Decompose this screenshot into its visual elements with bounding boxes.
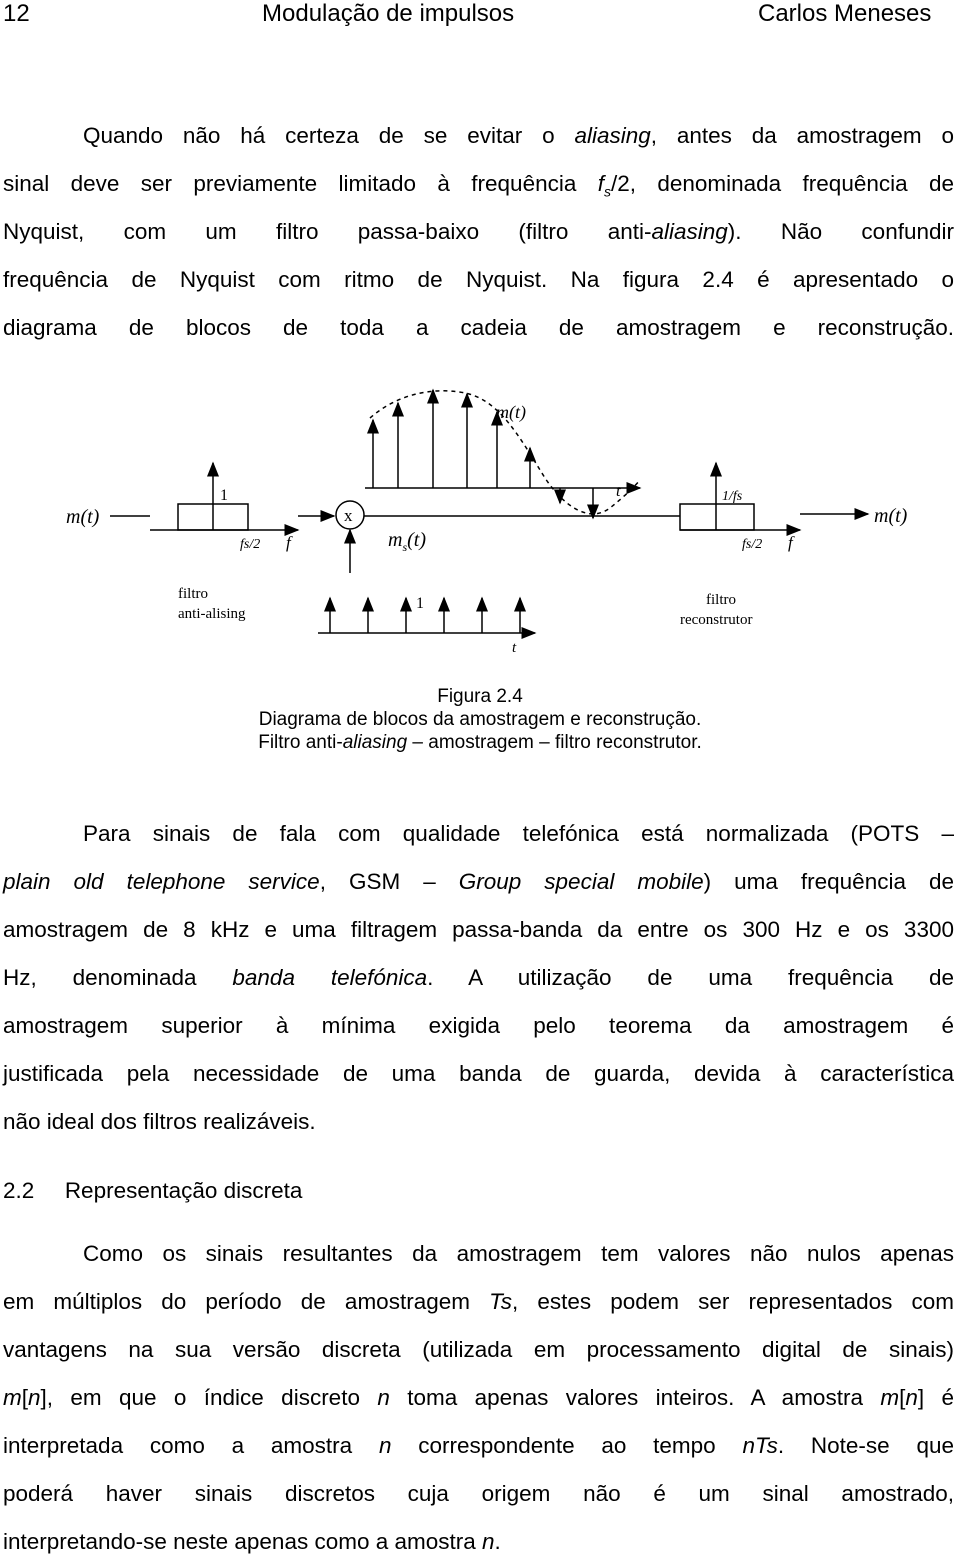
text-run-italic: plain old telephone service: [3, 869, 320, 894]
subscript: s: [603, 183, 611, 200]
block-diagram-figure: [0, 368, 960, 668]
text-run: interpretada como a amostra: [3, 1433, 379, 1458]
rec-cutoff-label: fs/2: [742, 537, 763, 552]
p2-line-2: [3, 858, 954, 906]
figure-caption-chain: [0, 731, 960, 754]
text-run: ] é: [917, 1385, 954, 1410]
text-run: ) uma frequência de: [703, 869, 955, 894]
section-heading: [3, 1178, 302, 1204]
aa-f-label: f: [286, 533, 291, 552]
section-number: 2.2: [3, 1178, 35, 1203]
aa-cutoff-label: fs/2: [240, 537, 261, 552]
text-run-italic: n: [482, 1529, 495, 1554]
multiplier-symbol: x: [344, 506, 353, 525]
text-run: . Note-se que: [777, 1433, 954, 1458]
rec-gain-label: 1/fs: [722, 489, 743, 504]
text-run-italic: banda telefónica: [232, 965, 428, 990]
text-run: em múltiplos do período de amostragem: [3, 1289, 490, 1314]
p2-line-3: amostragem de 8 kHz e uma filtragem passa-banda da entre os 300 Hz e os 3300: [3, 917, 954, 942]
p1-line-2: [3, 160, 954, 208]
text-run-italic: m: [3, 1385, 22, 1410]
impulse-train: [330, 598, 520, 633]
paragraph-2: [3, 810, 954, 1146]
p3-line-3: vantagens na sua versão discreta (utilizada em processamento digital de sinais): [3, 1337, 954, 1362]
aa-filter-caption-1: filtro: [178, 586, 208, 602]
text-run-italic: n: [377, 1385, 390, 1410]
impulse-weight-label: 1: [416, 595, 424, 612]
text-run: [: [21, 1385, 29, 1410]
p2-line-1: Para sinais de fala com qualidade telefónica está normalizada (POTS –: [83, 821, 954, 846]
sample-impulses-top: [373, 390, 593, 518]
text-run: .: [494, 1529, 501, 1554]
aa-filter-caption-2: anti-alising: [178, 606, 246, 622]
text-run-italic: aliasing: [651, 219, 728, 244]
text-run-italic: m: [880, 1385, 900, 1410]
page-header: [0, 0, 960, 34]
p3-line-2: [3, 1278, 954, 1326]
text-run: ], em que o índice discreto: [40, 1385, 378, 1410]
text-run: toma apenas valores inteiros. A amostra: [389, 1385, 881, 1410]
p2-line-5: amostragem superior à mínima exigida pelo teorema da amostragem é: [3, 1013, 954, 1038]
text-run-italic: n: [28, 1385, 41, 1410]
p1-line-4: frequência de Nyquist com ritmo de Nyquist. Na figura 2.4 é apresentado o: [3, 267, 954, 292]
text-run: Filtro anti-: [258, 732, 343, 753]
figure-caption-title: Figura 2.4: [437, 686, 523, 707]
text-run-italic: Group special mobile: [458, 869, 704, 894]
p2-line-4: [3, 954, 954, 1002]
label-input-m-t: m(t): [66, 506, 100, 528]
paragraph-1: [3, 112, 954, 352]
p1-line-5: diagrama de blocos de toda a cadeia de amostragem e reconstrução.: [3, 315, 954, 340]
text-run: ). Não confundir: [727, 219, 954, 244]
label-m-t-top: m(t): [496, 402, 526, 422]
text-run: interpretando-se neste apenas como a amostra: [3, 1529, 483, 1554]
impulse-t-label: t: [512, 640, 517, 656]
text-run: , GSM –: [319, 869, 459, 894]
text-run-italic: nTs: [742, 1433, 778, 1458]
text-run: Quando não há certeza de se evitar o: [83, 123, 575, 148]
rec-filter-caption-2: reconstrutor: [680, 612, 753, 628]
rec-filter-response: [680, 504, 754, 530]
rec-filter-caption-1: filtro: [706, 592, 736, 608]
text-run-italic: aliasing: [574, 123, 651, 148]
text-run: , antes da amostragem o: [650, 123, 954, 148]
text-run: sinal deve ser previamente limitado à frequência: [3, 171, 598, 196]
p3-line-5: [3, 1422, 954, 1470]
text-run-italic: aliasing: [342, 732, 408, 753]
running-title: Modulação de impulsos: [262, 0, 515, 27]
text-run-italic: f: [597, 171, 604, 196]
text-run-italic: n: [905, 1385, 918, 1410]
p1-line-1: [3, 112, 954, 160]
p3-line-1: Como os sinais resultantes da amostragem tem valores não nulos apenas: [83, 1241, 954, 1266]
text-run-italic: n: [378, 1433, 392, 1458]
text-run: [: [899, 1385, 906, 1410]
paragraph-3: [3, 1230, 954, 1566]
p3-line-4: [3, 1374, 954, 1422]
text-run-italic: Ts: [489, 1289, 513, 1314]
aa-gain-label: 1: [220, 487, 228, 504]
text-run: – amostragem – filtro reconstrutor.: [407, 732, 702, 753]
label-t-top: t: [616, 483, 621, 500]
p2-line-6: justificada pela necessidade de uma banda de guarda, devida à característica: [3, 1061, 954, 1086]
label-output-m-t: m(t): [874, 505, 908, 527]
p1-line-3: [3, 208, 954, 256]
text-run: , estes podem ser representados com: [512, 1289, 954, 1314]
text-run: Nyquist, com um filtro passa-baixo (filtro anti-: [3, 219, 652, 244]
text-run: Hz, denominada: [3, 965, 233, 990]
text-run: /2, denominada frequência de: [610, 171, 955, 196]
page-number: 12: [3, 0, 30, 27]
text-run: correspondente ao tempo: [391, 1433, 743, 1458]
label-ms: $m_s(t)$: [388, 529, 427, 554]
p3-line-6: poderá haver sinais discretos cuja origem não é um sinal amostrado,: [3, 1481, 954, 1506]
section-title: Representação discreta: [64, 1178, 303, 1203]
rec-f-label: f: [788, 533, 793, 552]
p2-line-7: não ideal dos filtros realizáveis.: [3, 1109, 316, 1134]
running-author: Carlos Meneses: [758, 0, 932, 27]
figure-caption-desc: Diagrama de blocos da amostragem e reconstrução.: [258, 709, 702, 730]
text-run: . A utilização de uma frequência de: [427, 965, 954, 990]
